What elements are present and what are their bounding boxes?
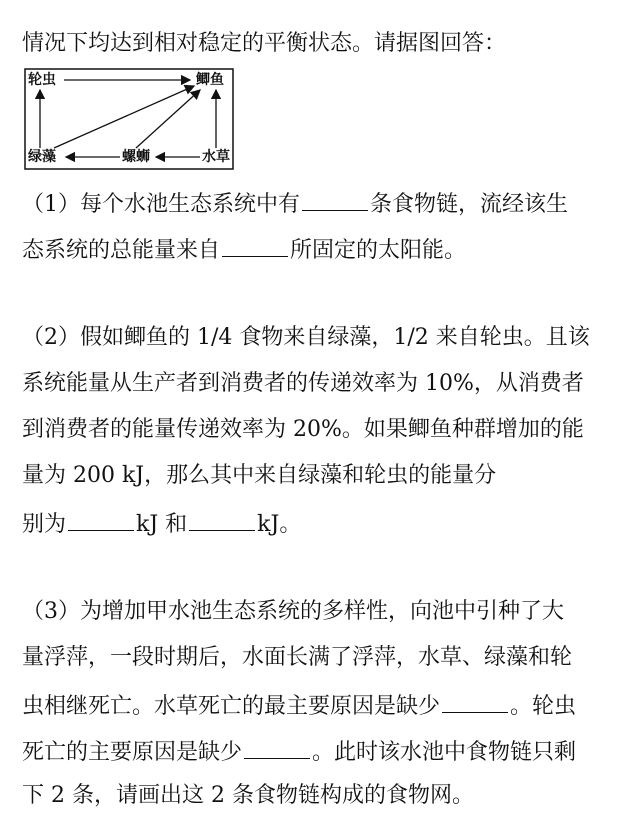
arrow-lvzao-jiyu — [54, 86, 194, 148]
q1-blank-energy-source — [222, 234, 288, 257]
q1-text: 条食物链，流经该生 — [370, 192, 569, 217]
q3-text: 。轮虫 — [510, 694, 577, 719]
q2-line-2: 系统能量从生产者到消费者的传递效率为 10%，从消费者 — [22, 371, 584, 396]
intro-text: 情况下均达到相对稳定的平衡状态。请据图回答： — [22, 31, 507, 56]
q2-blank-lunchong-energy — [189, 508, 255, 531]
node-lunchong: 轮虫 — [28, 72, 56, 88]
arrow-luosi-jiyu — [136, 90, 200, 148]
q3-line-4 — [22, 736, 632, 767]
q1-blank-chain-count — [302, 188, 368, 211]
q3-blank-lunchong-cause — [244, 736, 310, 759]
q3-blank-shuicao-cause — [442, 690, 508, 713]
q1-line-1 — [22, 188, 632, 219]
q2-text: 别为 — [22, 512, 67, 537]
node-luosi: 螺蛳 — [122, 149, 150, 165]
q2-line-3: 到消费者的能量传递效率为 20%。如果鲫鱼种群增加的能 — [22, 417, 584, 442]
q2-line-5 — [22, 508, 632, 539]
q3-text: 虫相继死亡。水草死亡的最主要原因是缺少 — [22, 694, 441, 719]
q3-text: 。此时该水池中食物链只剩 — [312, 740, 577, 765]
node-shuicao: 水草 — [202, 149, 230, 165]
q1-line-2 — [22, 234, 632, 265]
q1-text: 所固定的太阳能。 — [290, 238, 467, 263]
q2-text: kJ 和 — [136, 512, 188, 537]
q3-line-5: 下 2 条，请画出这 2 条食物链构成的食物网。 — [22, 783, 474, 808]
q3-line-2: 量浮萍，一段时期后，水面长满了浮萍，水草、绿藻和轮 — [22, 645, 573, 670]
q3-line-1: （3）为增加甲水池生态系统的多样性，向池中引种了大 — [22, 599, 564, 624]
q2-line-4: 量为 200 kJ，那么其中来自绿藻和轮虫的能量分 — [22, 463, 497, 488]
q1-text: （1）每个水池生态系统中有 — [22, 192, 300, 217]
food-web-diagram — [24, 68, 234, 170]
node-jiyu: 鲫鱼 — [196, 72, 224, 88]
node-lvzao: 绿藻 — [28, 149, 56, 165]
q3-line-3 — [22, 690, 632, 721]
q2-line-1: （2）假如鲫鱼的 1/4 食物来自绿藻，1/2 来自轮虫。且该 — [22, 325, 590, 350]
q2-text: kJ。 — [257, 512, 302, 537]
q2-blank-lvzao-energy — [68, 508, 134, 531]
q1-text: 态系统的总能量来自 — [22, 238, 221, 263]
q3-text: 死亡的主要原因是缺少 — [22, 740, 243, 765]
